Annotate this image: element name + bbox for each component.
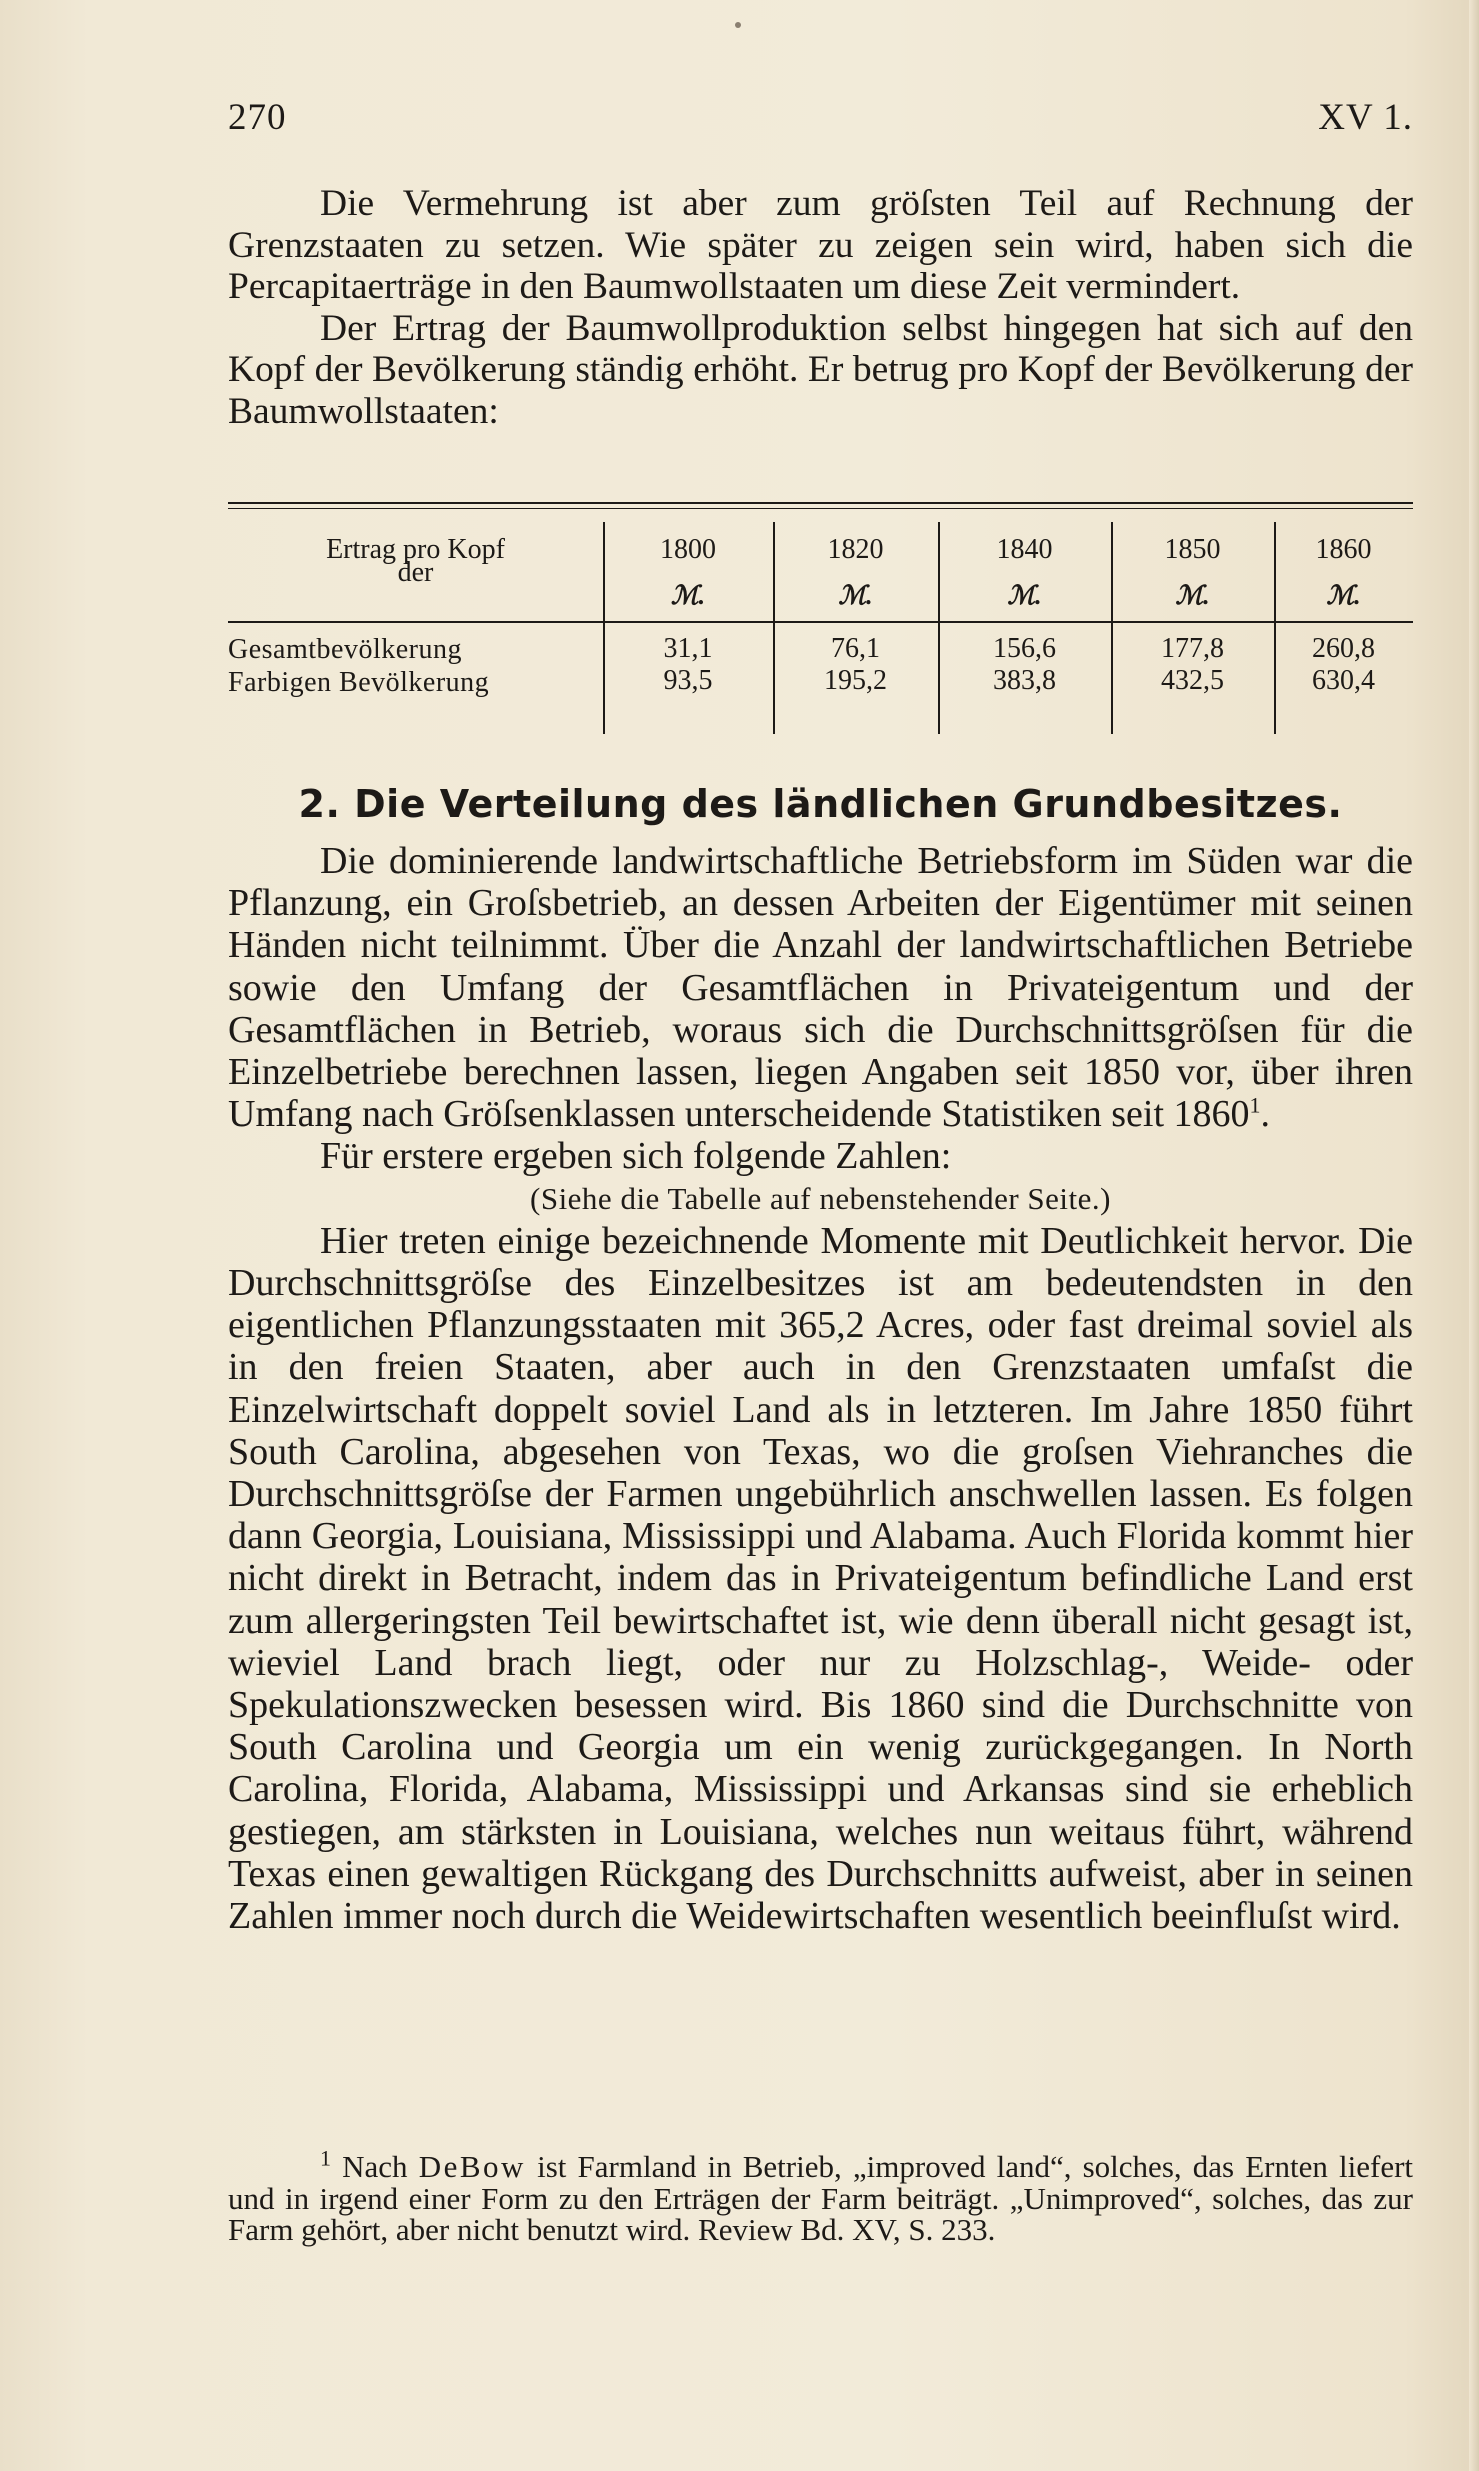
year-column-1840 [938,534,1111,612]
cell-value: 31,1 [663,633,713,664]
running-header [228,96,1413,146]
footnote-1 [228,2145,1414,2247]
cell-value: 195,2 [824,665,887,696]
row-label-colored-population: Farbigen Bevölkerung [228,667,490,698]
cell-value: 76,1 [831,633,880,664]
section-heading: 2. Die Verteilung des ländlichen Grundbesitzes. [298,782,1343,826]
year-label: 1800 [660,534,716,565]
yield-per-capita-table [228,502,1413,737]
body-paragraph-2: Für erstere ergeben sich folgende Zahlen: [320,1135,952,1178]
body-text [228,840,1413,1937]
year-label: 1850 [1164,534,1221,565]
intro-paragraph-2: Der Ertrag der Baumwollproduktion selbst hingegen hat sich auf den Kopf der Bevölkerung ständig erhöht. Er betrug pro Kopf der Bevölkerung der Baumwollstaaten: [228,307,1413,432]
table-row [938,633,1111,697]
footnote-text: ist Farmland in Betrieb, „improved land“, solches, das Ernten liefert und in irgend einer Form zu den Erträgen der Farm beiträgt. „Unimproved“, solches, das zur Farm gehört, aber nicht benutzt wird. Review Bd. XV, S. 233. [228,2149,1414,2247]
table-top-rule [228,502,1413,504]
paragraph-text: Die dominierende landwirtschaftliche Betriebsform im Süden war die Pflanzung, ein Groſsbetrieb, an dessen Arbeiten der Eigentümer mit seinen Händen nicht teilnimmt. Über die Anzahl der landwirtschaftlichen Betriebe sowie den Umfang der Gesamtflächen in Privateigentum und der Gesamtflächen in Betrieb, woraus sich die Durchschnittsgröſsen für die Einzelbetriebe berechnen lassen, liegen Angaben seit 1850 vor, über ihren Umfang nach Gröſsenklassen unterscheidende Statistiken seit 1860 [228,840,1413,1136]
year-column-1800 [603,534,773,612]
body-paragraph-1: Die dominierende landwirtschaftliche Betriebsform im Süden war die Pflanzung, ein Groſsbetrieb, an dessen Arbeiten der Eigentümer mit seinen Händen nicht teilnimmt. Über die Anzahl der landwirtschaftlichen Betriebe sowie den Umfang der Gesamtflächen in Privateigentum und der Gesamtflächen in Betrieb, woraus sich die Durchschnittsgröſsen für die Einzelbetriebe berechnen lassen, liegen Angaben seit 1850 vor, über ihren Umfang nach Gröſsenklassen unterscheidende Statistiken seit 1860$^1$. [228,840,1413,1136]
table-row [1274,633,1413,697]
cell-value: 177,8 [1161,633,1224,664]
footnote-lead: Nach [342,2149,408,2184]
footnote-reference: 1 [1249,1092,1261,1118]
footnotes [228,2145,1414,2247]
table-header-label [228,534,603,586]
unit-label: ℳ. [1326,581,1361,610]
page-edge [1469,0,1479,2471]
footnote-marker: 1 [320,2145,331,2171]
header-label-line-2: der [397,557,434,588]
cell-value: 93,5 [663,665,713,696]
year-label: 1840 [996,534,1053,565]
intro-text [228,183,1413,432]
header-label-line-1: Ertrag pro Kopf [326,534,505,565]
row-label-total-population: Gesamtbevölkerung [228,634,462,665]
table-row [1111,633,1274,697]
body-paragraph-3: Hier treten einige bezeichnende Momente mit Deutlichkeit hervor. Die Durchschnittsgröſse des Einzelbesitzes ist am bedeutendsten in den eigentlichen Pflanzungsstaaten mit 365,2 Acres, oder fast dreimal soviel als in den freien Staaten, aber auch in den Grenzstaaten umfaſst die Einzelwirtschaft doppelt soviel Land als in letzteren. Im Jahre 1850 führt South Carolina, abgesehen von Texas, wo die groſsen Viehranches die Durchschnittsgröſse der Farmen ungebührlich anschwellen lassen. Es folgen dann Georgia, Louisiana, Mississippi und Alabama. Auch Florida kommt hier nicht direkt in Betracht, indem das in Privateigentum befindliche Land erst zum allergeringsten Teil bewirtschaftet ist, wie denn überall nicht gesagt ist, wieviel Land brach liegt, oder nur zu Holzschlag-, Weide- oder Spekulationszwecken besessen wird. Bis 1860 sind die Durchschnitte von South Carolina und Georgia um ein wenig zurückgegangen. In North Carolina, Florida, Alabama, Mississippi und Arkansas sind sie erheblich gestiegen, am stärksten in Louisiana, welches nun weitaus führt, während Texas einen gewaltigen Rückgang des Durchschnitts aufweist, aber in seinen Zahlen immer noch durch die Weidewirtschaften wesentlich beeinfluſst wird. [228,1219,1413,1938]
intro-paragraph-1: Die Vermehrung ist aber zum gröſsten Teil auf Rechnung der Grenzstaaten zu setzen. Wie später zu zeigen sein wird, haben sich die Percapitaerträge in den Baumwollstaaten um diese Zeit vermindert. [228,183,1413,307]
see-table-note: (Siehe die Tabelle auf nebenstehender Seite.) [530,1180,1111,1216]
unit-label: ℳ. [1007,581,1042,610]
cell-value: 383,8 [993,665,1056,696]
ink-speck [735,22,741,28]
table-row [603,633,773,697]
unit-label: ℳ. [838,581,873,610]
cell-value: 630,4 [1312,665,1375,696]
cell-value: 432,5 [1161,665,1224,696]
page-number: 270 [228,97,287,138]
table-header-rule [228,621,1413,623]
cell-value: 156,6 [993,633,1056,664]
year-label: 1860 [1315,534,1372,565]
cell-value: 260,8 [1312,633,1375,664]
year-column-1850 [1111,534,1274,612]
year-column-1820 [773,534,938,612]
table-top-rule-thin [228,508,1413,509]
table-row [773,633,938,697]
unit-label: ℳ. [670,581,706,610]
footnote-author: DeBow [418,2149,526,2184]
unit-label: ℳ. [1175,581,1210,610]
year-column-1860 [1274,534,1413,612]
year-label: 1820 [827,534,884,565]
section-signature: XV 1. [1318,97,1413,138]
